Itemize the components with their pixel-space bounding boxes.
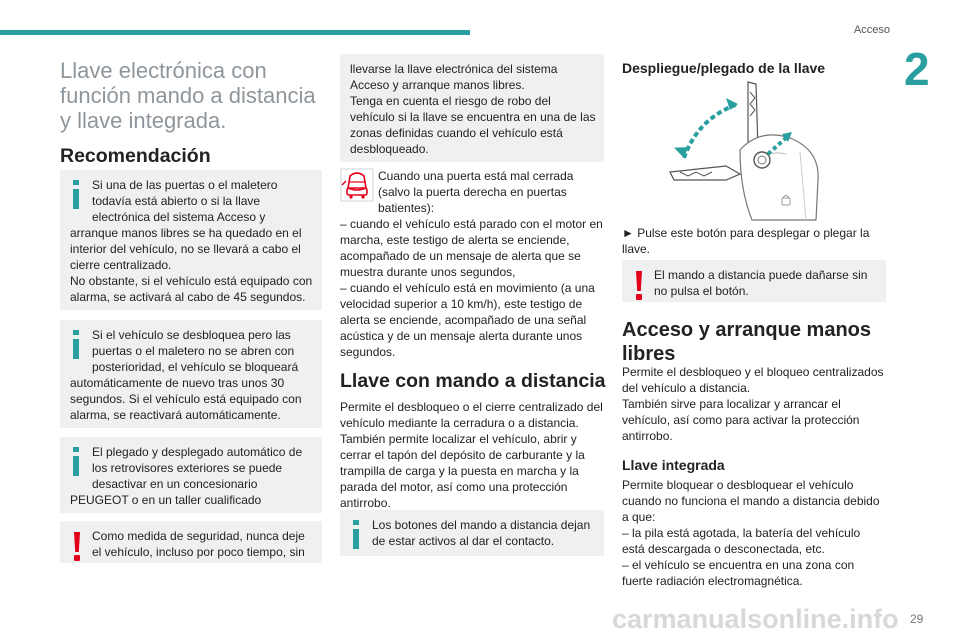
acceso-paragraph: Permite el desbloqueo y el bloqueo centralizados del vehículo a distancia. También sirve para localizar y arrancar el vehículo, así como para activar la protección antirrobo. (622, 365, 884, 443)
heading-despliegue: Despliegue/plegado de la llave (622, 60, 826, 76)
door-open-warning-icon (340, 168, 374, 202)
header-accent-bar (0, 30, 470, 35)
page-number: 29 (910, 612, 924, 626)
llave-integrada-paragraph: Permite bloquear o desbloquear el vehículo cuando no funciona el mando a distancia debido a que: – la pila está agotada, la batería del vehículo está descargada o desconectada, etc. – el vehículo se encuentra en una zona con fuerte radiación electromagnética. (622, 478, 880, 588)
section-title: Acceso (853, 24, 890, 36)
heading-llave-integrada: Llave integrada (622, 457, 725, 473)
warning-box: Como medida de seguridad, nunca deje el vehículo, incluso por poco tiempo, sin (60, 521, 322, 563)
warning-box-mando: El mando a distancia puede dañarse sin no pulsa el botón. (622, 260, 886, 302)
info-box-2: Si el vehículo se desbloquea pero las puertas o el maletero no se abren con posterioridad, el vehículo se bloqueará automáticamente de nuevo tras unos 30 segundos. Si el vehículo está equipado con alarma, se reactivará automáticamente. (60, 320, 322, 428)
warning-icon (70, 530, 84, 564)
warning-icon (632, 269, 646, 303)
info-box-mando: Los botones del mando a distancia dejan de estar activos al dar el contacto. (340, 510, 604, 556)
instruction-text: ► Pulse este botón para desplegar o plegar la llave. (622, 226, 870, 256)
info-icon (70, 179, 84, 213)
heading-recomendacion: Recomendación (60, 145, 211, 167)
llave-mando-paragraph: Permite el desbloqueo o el cierre centralizado del vehículo mediante la cerradura o a distancia. También permite localizar el vehículo, abrir y cerrar el tapón del depósito de carburante y la trampilla de carga y la puesta en marcha y la parada del motor, así como una protección antirrobo. (340, 400, 603, 510)
info-icon (70, 446, 84, 480)
info-box-3: El plegado y desplegado automático de los retrovisores exteriores se puede desactivar en un concesionario PEUGEOT o en un taller cualificado (60, 437, 322, 513)
warning-box-continued: llevarse la llave electrónica del sistema Acceso y arranque manos libres. Tenga en cuenta el riesgo de robo del vehículo si la llave se encuentra en una de las zonas definidas cuando el vehículo está desbloqueado. (340, 54, 604, 162)
info-icon (350, 519, 364, 553)
heading-acceso-arranque: Acceso y arranque manos libres (622, 319, 871, 365)
watermark: carmanualsonline.info (612, 604, 899, 634)
info-icon (70, 329, 84, 363)
door-warning-paragraph: Cuando una puerta está mal cerrada (salvo la puerta derecha en puertas batientes): – cuando el vehículo está parado con el motor en marcha, este testigo de alerta se enciende, acompañado de un mensaje de alerta que se muestra durante unos segundos, – cuando el vehículo está en movimiento (a una velocidad superior a 10 km/h), este testigo de alerta se enciende, acompañado de una señal acústica y de un mensaje alerta durante unos segundos. (340, 169, 603, 359)
info-box-1: Si una de las puertas o el maletero todavía está abierto o si la llave electrónica del sistema Acceso y arranque manos libres se ha quedado en el interior del vehículo, no se llevará a cabo el cierre centralizado. No obstante, si el vehículo está equipado con alarma, se activará al cabo de 45 segundos. (60, 170, 322, 310)
chapter-number: 2 (904, 43, 930, 95)
key-fold-illustration (660, 80, 830, 222)
page-title: Llave electrónica con función mando a distancia y llave integrada. (60, 58, 316, 133)
heading-llave-mando: Llave con mando a distancia (340, 370, 606, 392)
